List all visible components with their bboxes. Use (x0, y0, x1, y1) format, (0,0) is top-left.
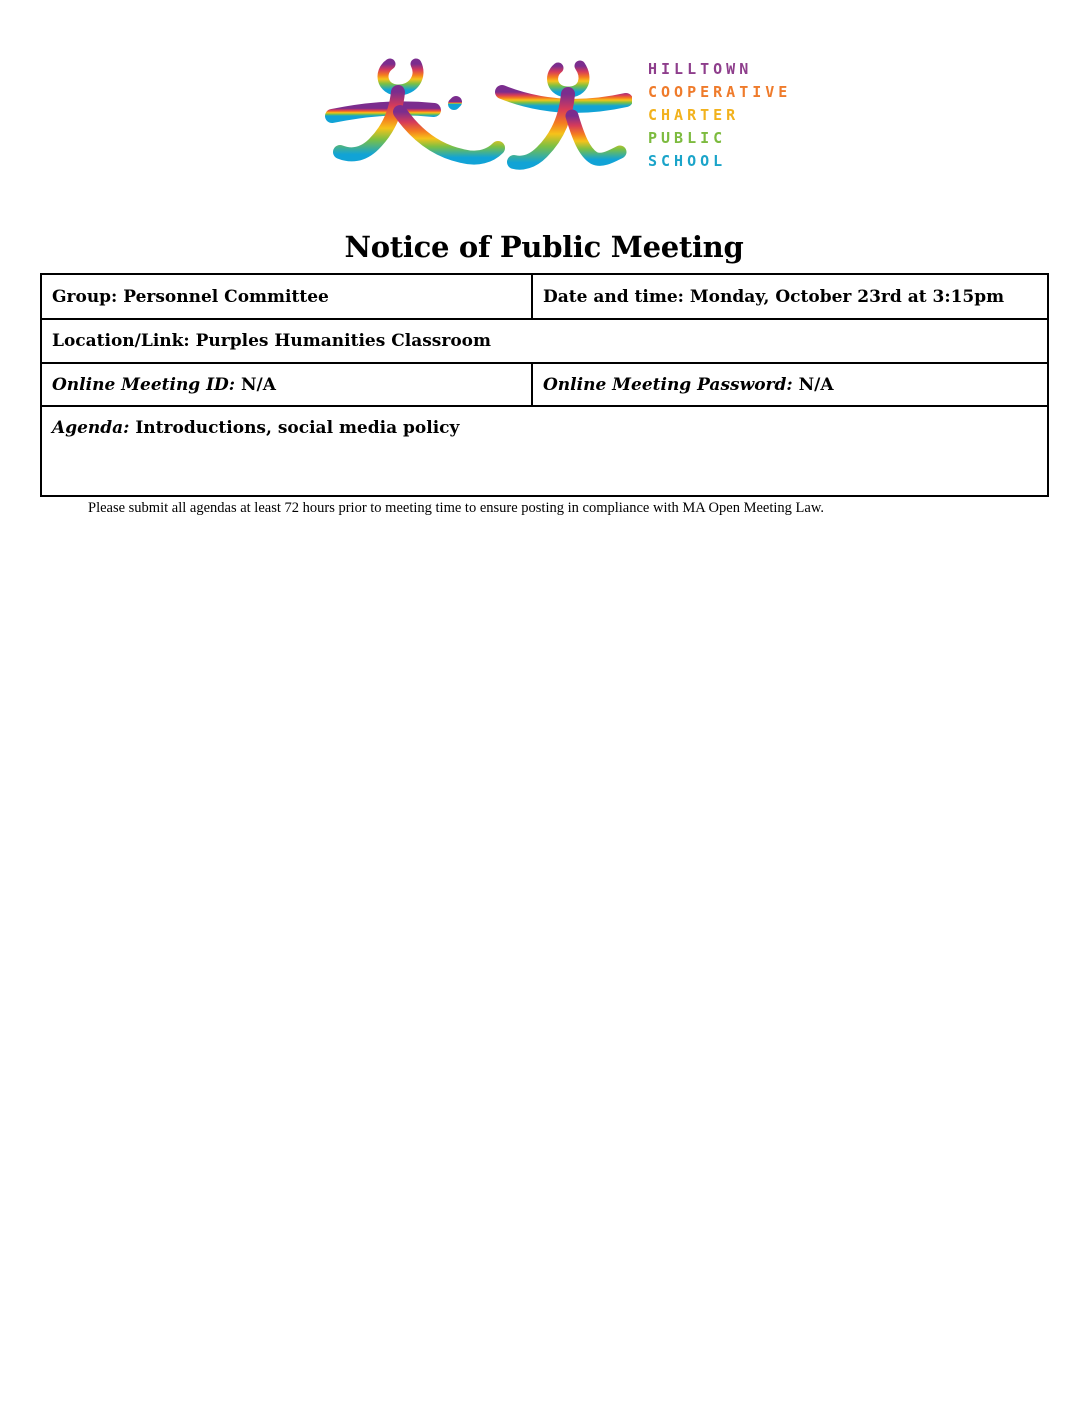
logo-line-1: HILLTOWN (648, 60, 753, 78)
agenda-value: Introductions, social media policy (135, 418, 460, 438)
page-title: Notice of Public Meeting (344, 230, 744, 264)
password-label: Online Meeting Password: (543, 374, 793, 395)
agenda-label: Agenda: (52, 418, 130, 438)
location-value: Purples Humanities Classroom (195, 331, 491, 351)
meeting-id-label: Online Meeting ID: (52, 374, 236, 395)
datetime-cell (532, 274, 1048, 319)
logo-line-4: PUBLIC (648, 129, 727, 147)
logo-line-5: SCHOOL (648, 152, 727, 170)
meeting-details-table (40, 273, 1049, 497)
agenda-cell (41, 406, 1048, 496)
meeting-id-value: N/A (241, 374, 276, 395)
group-label: Group: (52, 286, 118, 307)
logo-line-2: COOPERATIVE (648, 83, 792, 101)
submission-footnote: Please submit all agendas at least 72 hours prior to meeting time to ensure posting in compliance with MA Open Meeting Law. (88, 500, 824, 516)
password-cell (532, 363, 1048, 406)
school-logo (322, 52, 792, 178)
group-cell (41, 274, 532, 319)
group-value: Personnel Committee (123, 286, 329, 307)
meeting-id-cell (41, 363, 532, 406)
datetime-value: Monday, October 23rd at 3:15pm (689, 286, 1005, 307)
logo-line-3: CHARTER (648, 106, 740, 124)
datetime-label: Date and time: (543, 286, 684, 307)
logo-figures-mark (322, 52, 632, 178)
logo-wordmark (648, 58, 792, 173)
location-label: Location/Link: (52, 331, 190, 351)
password-value: N/A (798, 374, 834, 395)
location-cell (41, 319, 1048, 363)
